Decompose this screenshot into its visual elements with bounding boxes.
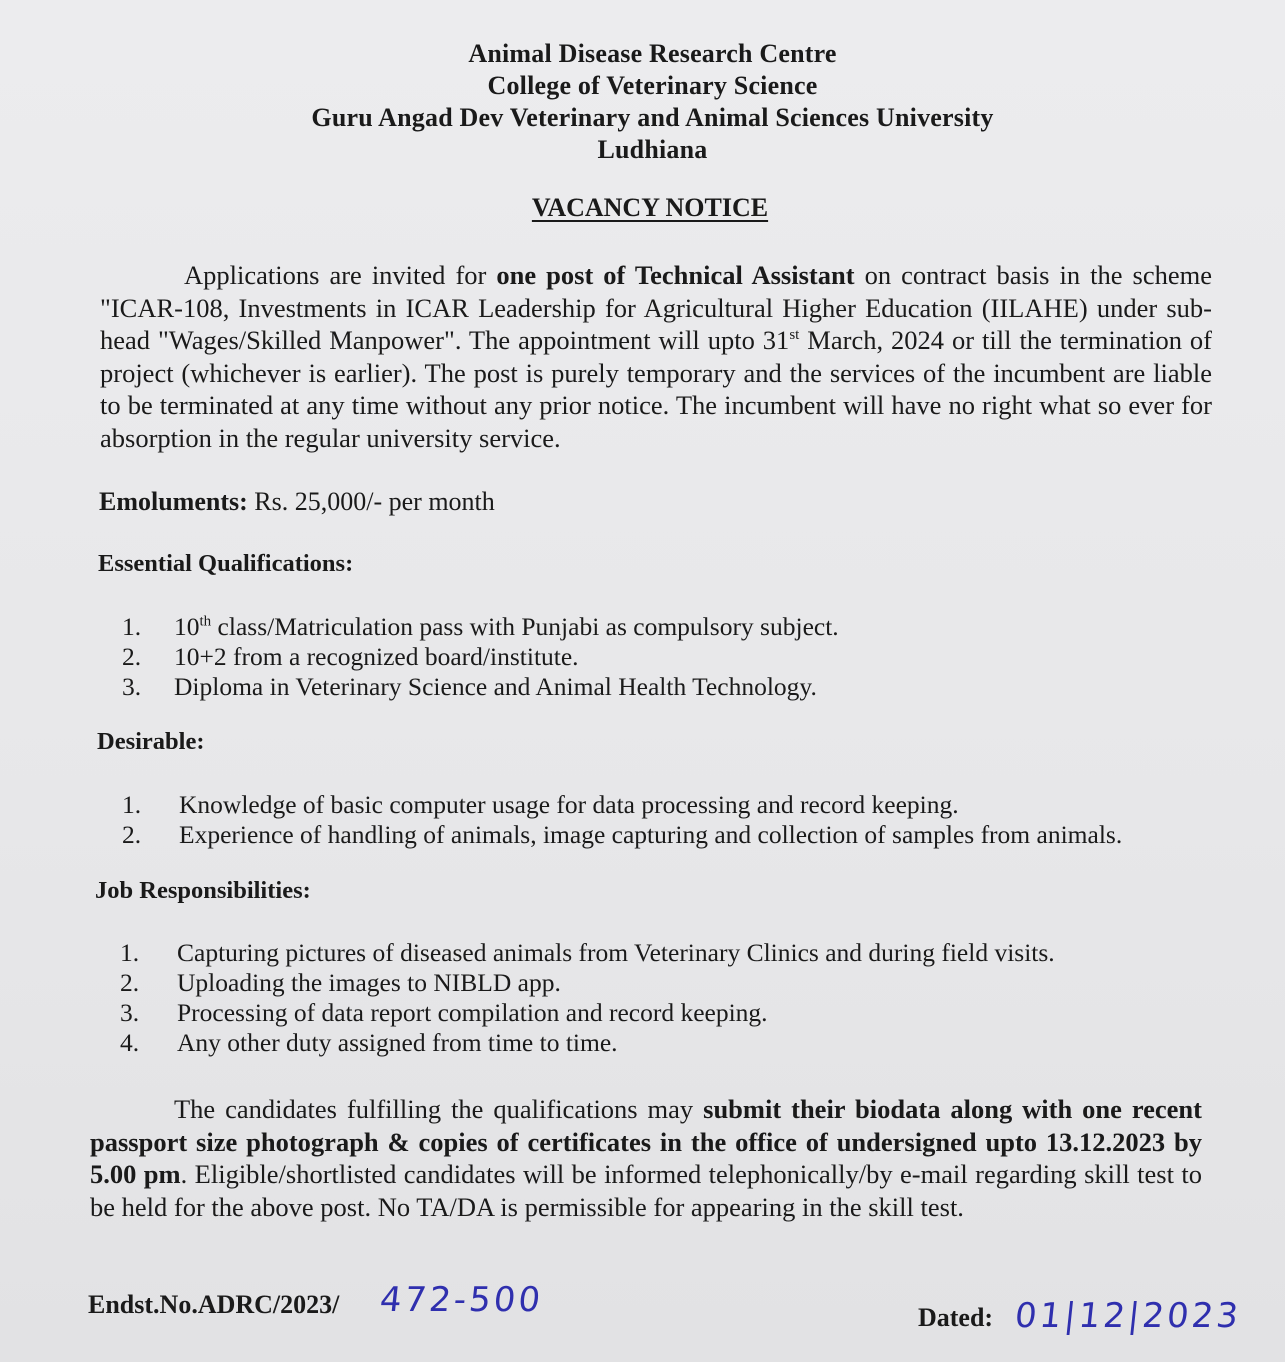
list-item: 2. Experience of handling of animals, image capturing and collection of samples from animals. — [122, 820, 1123, 849]
closing-text-1: The candidates fulfilling the qualifications may — [174, 1094, 704, 1124]
closing-text-2: . Eligible/shortlisted candidates will be informed telephonically/by e-mail regarding skill test to be held for the above post. No TA/DA is permissible for appearing in the skill test. — [90, 1159, 1202, 1222]
intro-text-1: Applications are invited for — [184, 260, 497, 290]
emoluments-label: Emoluments: — [99, 487, 248, 516]
letterhead — [0, 38, 1285, 166]
intro-text-2: on contract basis in the scheme "ICAR-108, Investments in ICAR Leadership for Agricultural Higher Education (IILAHE) under sub-head "Wages/Skilled Manpower". The appointment will upto 31 — [100, 260, 1212, 355]
job-responsibilities-heading: Job Responsibilities: — [95, 877, 311, 904]
endorsement-number-handwritten: 472-500 — [377, 1280, 546, 1320]
intro-paragraph — [100, 259, 1212, 454]
closing-paragraph — [90, 1093, 1202, 1223]
header-line-city: Ludhiana — [597, 135, 708, 164]
list-item: 1. Capturing pictures of diseased animals from Veterinary Clinics and during field visits. — [120, 938, 1055, 967]
header-line-centre: Animal Disease Research Centre — [468, 39, 837, 68]
list-item: 2. 10+2 from a recognized board/institute. — [122, 642, 579, 671]
dated-handwritten: 01|12|2023 — [1012, 1296, 1244, 1336]
page-title: VACANCY NOTICE — [531, 193, 769, 222]
emoluments-value: Rs. 25,000/- per month — [247, 487, 495, 516]
intro-bold: one post of Technical Assistant — [496, 260, 855, 290]
desirable-heading: Desirable: — [97, 728, 205, 755]
header-line-university: Guru Angad Dev Veterinary and Animal Sciences University — [311, 103, 994, 132]
essential-qualifications-list — [122, 612, 839, 702]
dated-label: Dated: — [918, 1303, 994, 1332]
job-responsibilities-list — [120, 938, 1055, 1058]
endorsement-number-label: Endst.No.ADRC/2023/ — [88, 1290, 340, 1319]
essential-qualifications-heading: Essential Qualifications: — [98, 550, 354, 577]
intro-text-3: March, 2024 or till the termination of project (whichever is earlier). The post is purely temporary and the services of the incumbent are liable to be terminated at any time without any prior notice. The incumbent will have no right what so ever for absorption in the regular university service. — [100, 325, 1213, 453]
list-item: 4. Any other duty assigned from time to time. — [120, 1028, 618, 1057]
list-item: 3. Processing of data report compilation and record keeping. — [120, 998, 768, 1027]
list-item: 1. 10th class/Matriculation pass with Punjabi as compulsory subject. — [122, 612, 839, 641]
closing-bold: submit their biodata along with one recent passport size photograph & copies of certificates in the office of undersigned upto 13.12.2023 by 5.00 pm — [90, 1094, 1202, 1189]
desirable-list — [122, 790, 1122, 850]
list-item: 1. Knowledge of basic computer usage for data processing and record keeping. — [122, 790, 959, 819]
list-item: 2. Uploading the images to NIBLD app. — [120, 968, 561, 997]
emoluments — [99, 487, 495, 517]
header-line-college: College of Veterinary Science — [487, 71, 818, 100]
intro-sup: st — [789, 327, 800, 344]
list-item: 3. Diploma in Veterinary Science and Animal Health Technology. — [122, 672, 817, 701]
